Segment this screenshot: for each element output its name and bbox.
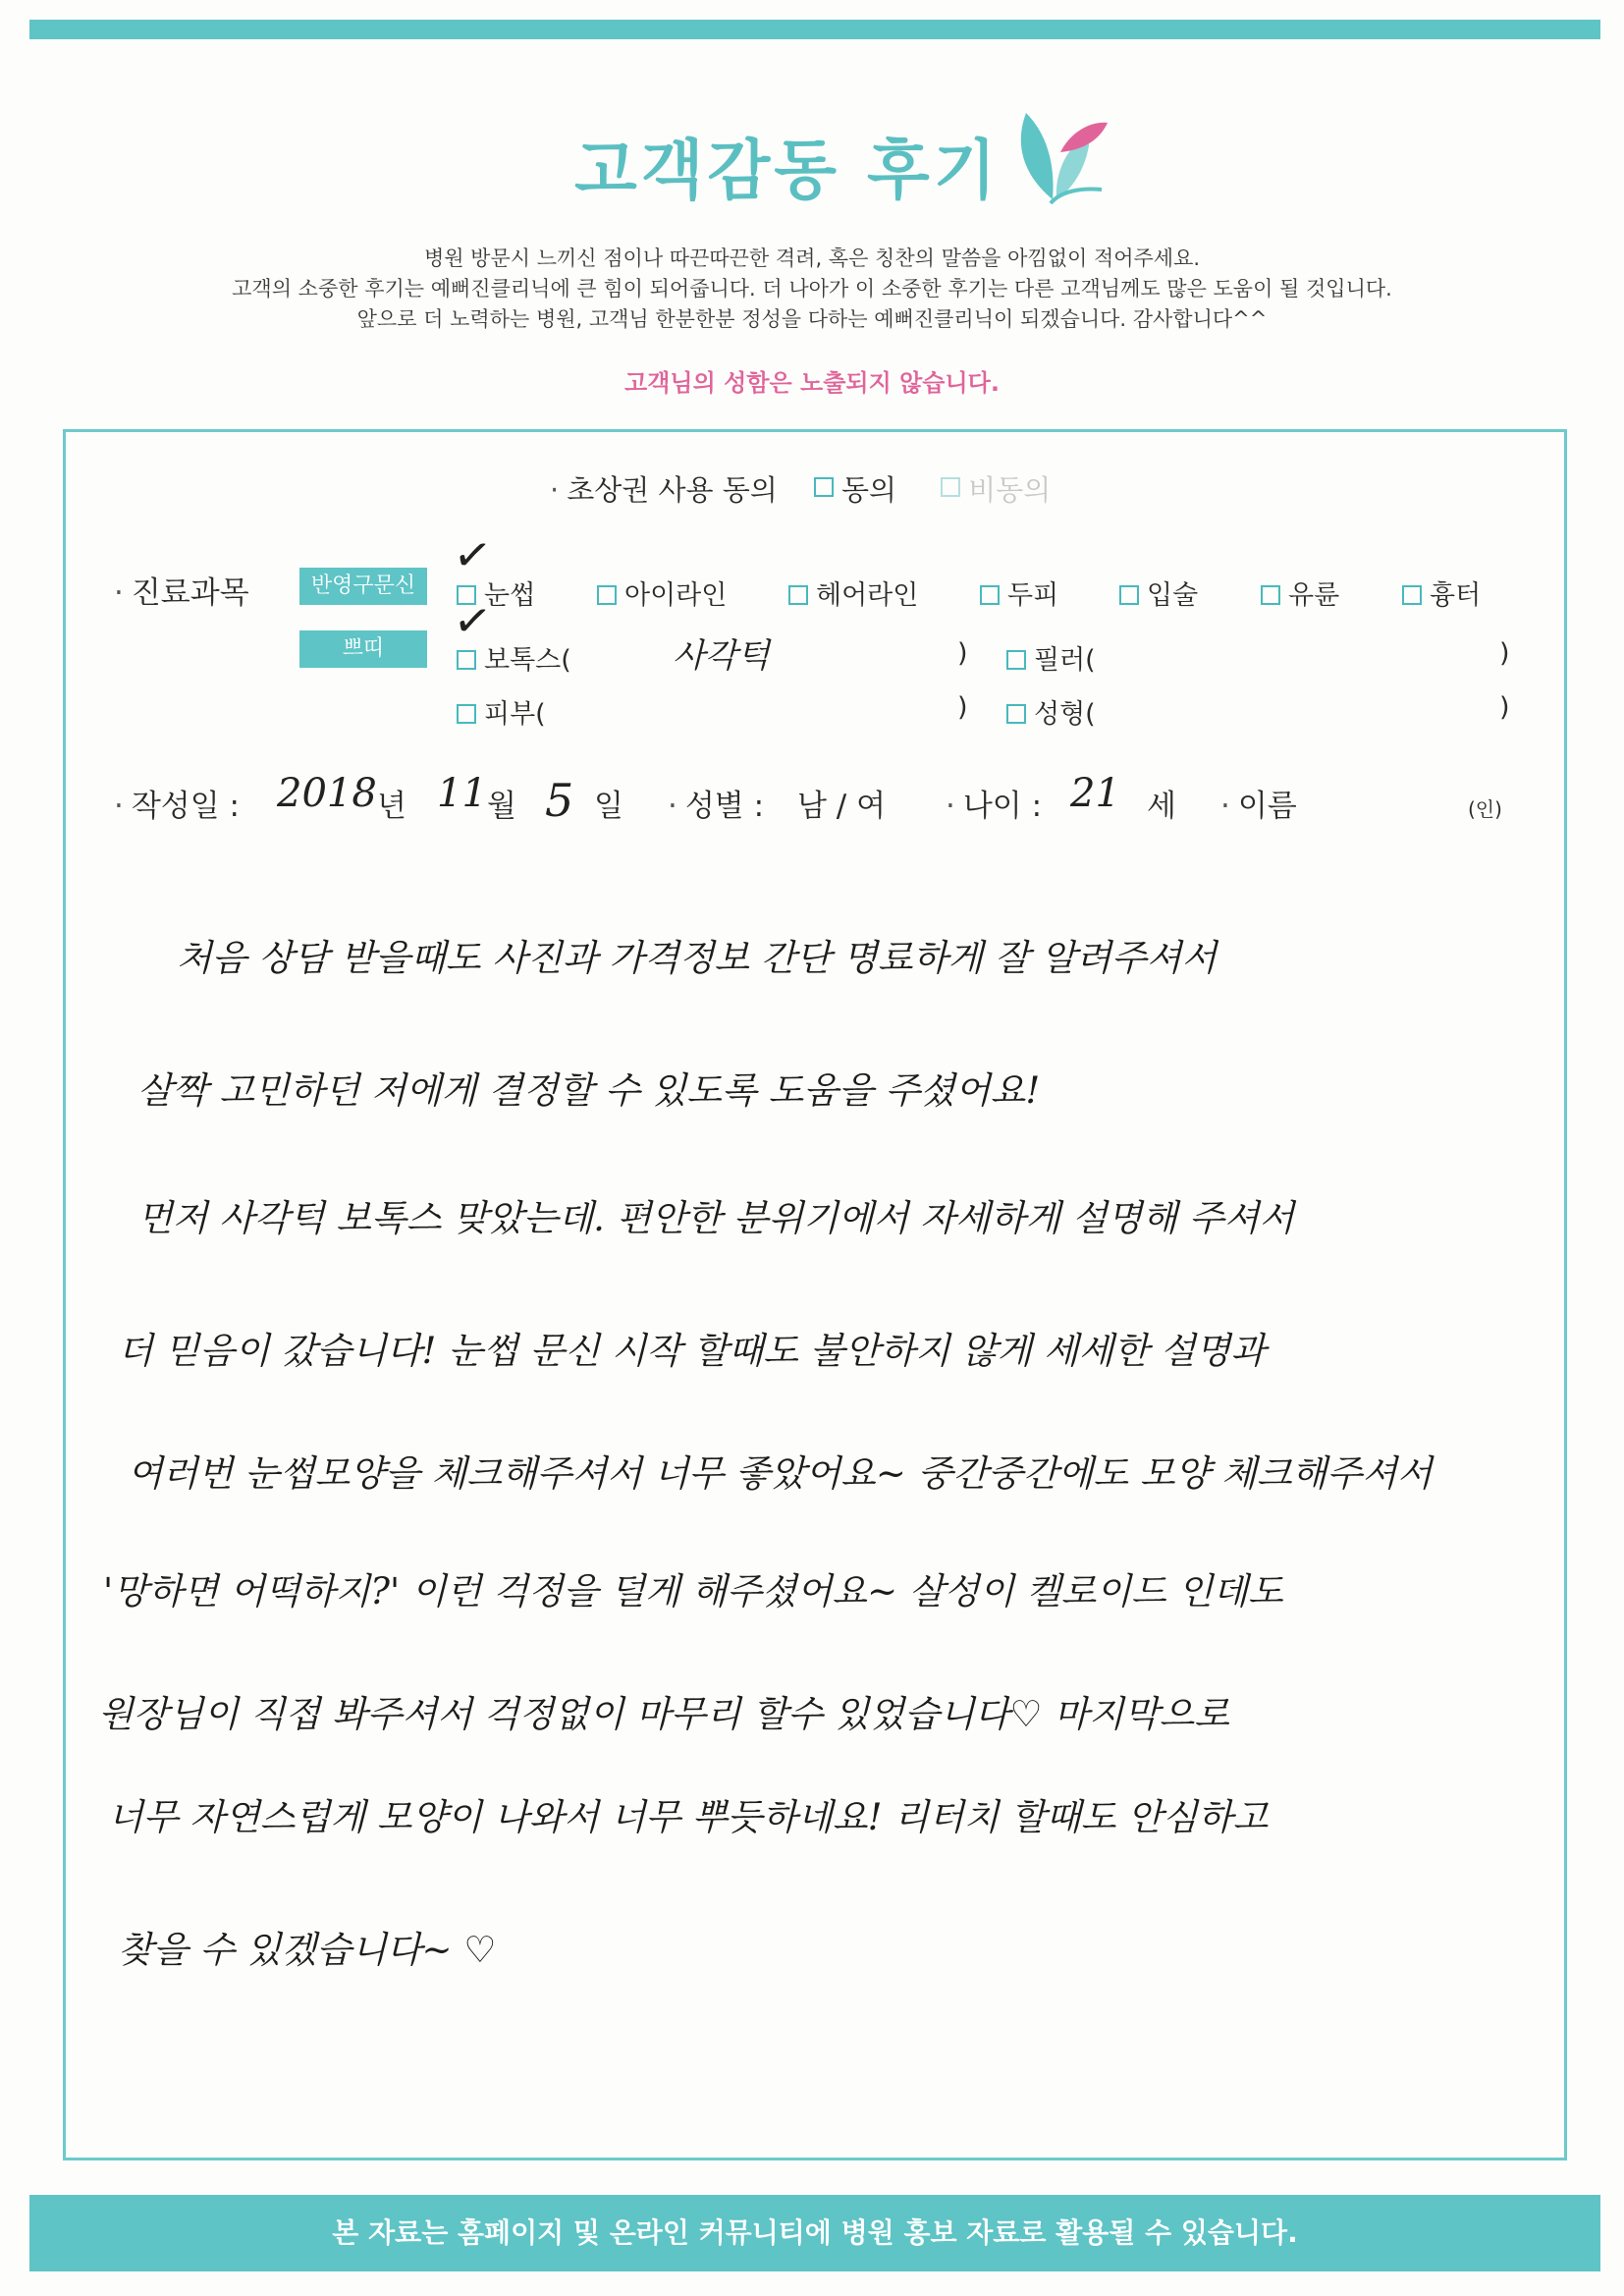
gender-options[interactable]: 남 / 여	[797, 789, 887, 824]
intro-line: 병원 방문시 느끼신 점이나 따끈따끈한 격려, 혹은 칭찬의 말씀을 아낌없이 적어주세요.	[423, 246, 1201, 270]
age-value[interactable]: 21	[1070, 771, 1120, 816]
close-paren: )	[1499, 638, 1510, 669]
page-title: 고객감동 후기	[574, 133, 1001, 208]
option-hairline[interactable]: 헤어라인	[788, 574, 918, 612]
review-line: 더 믿음이 갔습니다! 눈썹 문신 시작 할때도 불안하지 않게 세세한 설명과	[118, 1330, 1266, 1372]
year-unit: 년	[377, 789, 406, 824]
intro-text	[0, 244, 1624, 335]
option-areola[interactable]: 유륜	[1261, 574, 1339, 612]
close-paren: )	[1499, 692, 1510, 723]
close-paren: )	[957, 638, 968, 669]
name-label: · 이름	[1220, 781, 1297, 825]
option-botox[interactable]: 보톡스(	[457, 638, 571, 677]
agree-label: 동의	[840, 473, 897, 507]
gender-label: · 성별 :	[668, 781, 764, 825]
intro-line: 앞으로 더 노력하는 병원, 고객님 한분한분 정성을 다하는 예뻐진클리닉이 되겠습니다. 감사합니다^^	[356, 307, 1268, 331]
skin-checkbox[interactable]	[457, 704, 476, 724]
butterfly-logo-icon	[992, 93, 1129, 211]
intro-line: 고객의 소중한 후기는 예뻐진클리닉에 큰 힘이 되어줍니다. 더 나아가 이 소중한 후기는 다른 고객님께도 많은 도움이 될 것입니다.	[232, 277, 1392, 301]
option-skin[interactable]: 피부(	[457, 692, 546, 731]
top-accent-bar	[29, 20, 1600, 39]
year-value[interactable]: 2018	[277, 771, 377, 816]
option-filler[interactable]: 필러(	[1006, 638, 1096, 677]
checkmark-icon: ✓	[450, 591, 496, 650]
review-line: 찾을 수 있겠습니다~ ♡	[118, 1929, 497, 1971]
day-value[interactable]: 5	[545, 774, 574, 827]
filler-checkbox[interactable]	[1006, 650, 1026, 670]
agree-checkbox[interactable]	[814, 477, 834, 497]
review-line: 살짝 고민하던 저에게 결정할 수 있도록 도움을 주셨어요!	[137, 1069, 1041, 1112]
privacy-note: 고객님의 성함은 노출되지 않습니다.	[624, 369, 1000, 397]
treatment-label: · 진료과목	[114, 568, 249, 612]
consent-disagree-option[interactable]	[941, 468, 1051, 509]
option-lips[interactable]: 입술	[1119, 574, 1198, 612]
option-scar[interactable]: 흉터	[1402, 574, 1481, 612]
botox-checkbox[interactable]	[457, 650, 476, 670]
month-value[interactable]: 11	[437, 771, 487, 816]
footer-notice: 본 자료는 홈페이지 및 온라인 커뮤니티에 병원 홍보 자료로 활용될 수 있습니다.	[29, 2195, 1600, 2271]
month-unit: 월	[487, 789, 516, 824]
option-surgery[interactable]: 성형(	[1006, 692, 1096, 731]
date-label: · 작성일 :	[114, 781, 240, 825]
consent-row	[550, 468, 1051, 509]
areola-checkbox[interactable]	[1261, 585, 1280, 605]
disagree-checkbox[interactable]	[941, 477, 960, 497]
review-line: 먼저 사각턱 보톡스 맞았는데. 편안한 분위기에서 자세하게 설명해 주셔서	[137, 1197, 1295, 1239]
review-line: 여러번 눈썹모양을 체크해주셔서 너무 좋았어요~ 중간중간에도 모양 체크해주셔서	[128, 1452, 1433, 1495]
option-eyebrow[interactable]: 눈썹	[457, 574, 535, 612]
review-form-frame	[63, 429, 1567, 2160]
hairline-checkbox[interactable]	[788, 585, 808, 605]
tag-petit: 쁘띠	[299, 630, 427, 668]
close-paren: )	[957, 692, 968, 723]
consent-agree-option[interactable]	[814, 468, 896, 509]
eyeliner-checkbox[interactable]	[597, 585, 617, 605]
scalp-checkbox[interactable]	[980, 585, 1000, 605]
botox-detail-handwritten: 사각턱	[673, 636, 770, 676]
surgery-checkbox[interactable]	[1006, 704, 1026, 724]
age-unit: 세	[1147, 789, 1176, 824]
lips-checkbox[interactable]	[1119, 585, 1139, 605]
age-label: · 나이 :	[946, 781, 1042, 825]
seal-mark: (인)	[1468, 797, 1502, 821]
review-line: 원장님이 직접 봐주셔서 걱정없이 마무리 할수 있었습니다♡ 마지막으로	[98, 1693, 1230, 1735]
review-line: '망하면 어떡하지?' 이런 걱정을 덜게 해주셨어요~ 살성이 켈로이드 인데도	[103, 1570, 1283, 1613]
review-line: 너무 자연스럽게 모양이 나와서 너무 뿌듯하네요! 리터치 할때도 안심하고	[108, 1796, 1269, 1838]
option-eyeliner[interactable]: 아이라인	[597, 574, 727, 612]
day-unit: 일	[594, 789, 623, 824]
option-scalp[interactable]: 두피	[980, 574, 1058, 612]
header	[0, 93, 1624, 221]
consent-label: · 초상권 사용 동의	[550, 468, 778, 509]
checkmark-icon: ✓	[450, 525, 496, 584]
scar-checkbox[interactable]	[1402, 585, 1422, 605]
review-line: 처음 상담 받을때도 사진과 가격정보 간단 명료하게 잘 알려주셔서	[177, 937, 1218, 979]
tag-semi-permanent: 반영구문신	[299, 568, 427, 605]
disagree-label: 비동의	[968, 473, 1052, 507]
